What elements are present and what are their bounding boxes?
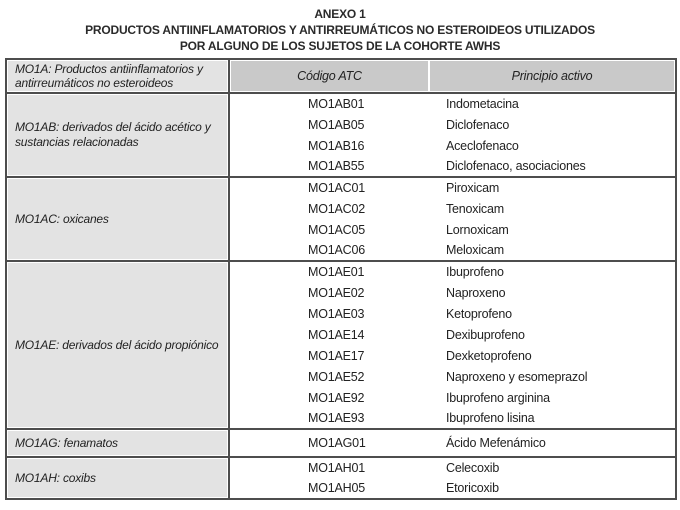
table-row (6, 177, 676, 198)
document-title (0, 0, 680, 54)
table-body (6, 93, 676, 499)
principle-cell: Dexketoprofeno (446, 348, 532, 363)
category-cell: MO1AH: coxibs (6, 457, 229, 499)
principle-cell: Etoricoxib (446, 481, 499, 495)
principle-cell: Celecoxib (429, 457, 676, 478)
atc-code-cell: MO1AE03 (308, 306, 365, 321)
principle-cell: Diclofenaco (446, 117, 510, 132)
atc-code-cell: MO1AC05 (308, 222, 365, 237)
title-line-3: POR ALGUNO DE LOS SUJETOS DE LA COHORTE AWHS (179, 39, 501, 53)
table-row (6, 457, 676, 478)
principle-cell: Ibuprofeno (429, 261, 676, 282)
principle-cell: Dexibuprofeno (446, 327, 525, 342)
atc-code-cell: MO1AG01 (229, 429, 429, 457)
principle-cell: Meloxicam (446, 243, 504, 257)
principle-cell: Ibuprofeno lisina (446, 411, 535, 425)
atc-code-cell: MO1AE17 (308, 348, 365, 363)
atc-table (5, 58, 677, 500)
principle-cell: Tenoxicam (446, 201, 504, 216)
atc-code-cell: MO1AB05 (308, 117, 365, 132)
category-cell: MO1AE: derivados del ácido propiónico (6, 261, 229, 429)
table-row (6, 93, 676, 114)
principle-cell: Aceclofenaco (446, 138, 519, 153)
title-line-2: PRODUCTOS ANTIINFLAMATORIOS Y ANTIRREUMÁTICOS NO ESTEROIDEOS UTILIZADOS (85, 23, 595, 37)
atc-code-cell: MO1AE01 (229, 261, 429, 282)
atc-code-cell: MO1AC01 (229, 177, 429, 198)
header-principle: Principio activo (429, 59, 676, 93)
atc-code-cell: MO1AC02 (308, 201, 365, 216)
header-atc-code: Código ATC (229, 59, 429, 93)
atc-code-cell: MO1AB16 (308, 138, 365, 153)
atc-code-cell: MO1AE92 (308, 390, 365, 405)
table-header-row (6, 59, 676, 93)
principle-cell: Ketoprofeno (446, 306, 512, 321)
principle-cell: Diclofenaco, asociaciones (446, 159, 586, 173)
category-cell: MO1AB: derivados del ácido acético y sustancias relacionadas (6, 93, 229, 177)
atc-code-cell: MO1AB01 (229, 93, 429, 114)
atc-code-cell: MO1AE52 (308, 369, 365, 384)
principle-cell: Ácido Mefenámico (429, 429, 676, 457)
principle-cell: Ibuprofeno arginina (446, 390, 550, 405)
principle-cell: Indometacina (429, 93, 676, 114)
table-row (6, 261, 676, 282)
atc-code-cell: MO1AH05 (308, 481, 365, 495)
category-cell: MO1AG: fenamatos (6, 429, 229, 457)
title-annex: ANEXO 1 (314, 7, 366, 21)
principle-cell: Naproxeno (446, 285, 506, 300)
atc-code-cell: MO1AE93 (308, 411, 365, 425)
table-row (6, 429, 676, 457)
atc-code-cell: MO1AC06 (308, 243, 365, 257)
principle-cell: Naproxeno y esomeprazol (446, 369, 588, 384)
category-cell: MO1AC: oxicanes (6, 177, 229, 261)
header-category-cell: MO1A: Productos antiinflamatorios y antirreumáticos no esteroideos (6, 59, 229, 93)
atc-code-cell: MO1AE02 (308, 285, 365, 300)
atc-code-cell: MO1AB55 (308, 159, 365, 173)
principle-cell: Lornoxicam (446, 222, 509, 237)
principle-cell: Piroxicam (429, 177, 676, 198)
atc-code-cell: MO1AH01 (229, 457, 429, 478)
atc-code-cell: MO1AE14 (308, 327, 365, 342)
